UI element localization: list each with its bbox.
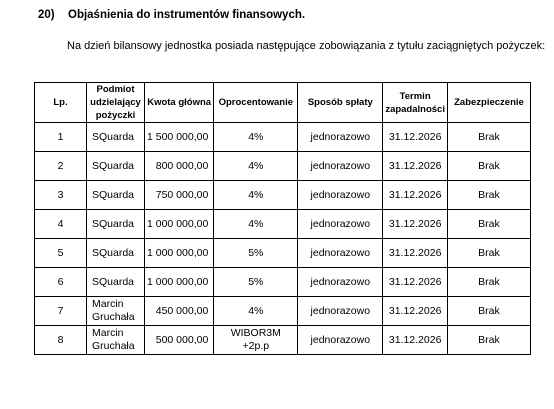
header-amount: Kwota główna bbox=[145, 83, 214, 123]
cell-lender: Marcin Gruchała bbox=[87, 297, 145, 326]
cell-security: Brak bbox=[447, 297, 530, 326]
cell-amount: 1 000 000,00 bbox=[145, 239, 214, 268]
table-header-row bbox=[35, 83, 531, 123]
cell-lp: 5 bbox=[35, 239, 87, 268]
table-row bbox=[35, 152, 531, 181]
table-row bbox=[35, 239, 531, 268]
cell-amount: 1 000 000,00 bbox=[145, 268, 214, 297]
cell-maturity: 31.12.2026 bbox=[383, 181, 448, 210]
cell-amount: 750 000,00 bbox=[145, 181, 214, 210]
cell-security: Brak bbox=[447, 123, 530, 152]
cell-repayment: jednorazowo bbox=[298, 210, 383, 239]
cell-lp: 8 bbox=[35, 326, 87, 355]
cell-lender: SQuarda bbox=[87, 210, 145, 239]
cell-maturity: 31.12.2026 bbox=[383, 239, 448, 268]
cell-interest: 5% bbox=[214, 239, 298, 268]
section-title: Objaśnienia do instrumentów finansowych. bbox=[68, 9, 306, 21]
table-row bbox=[35, 268, 531, 297]
header-security: Zabezpieczenie bbox=[447, 83, 530, 123]
cell-lp: 6 bbox=[35, 268, 87, 297]
cell-repayment: jednorazowo bbox=[298, 181, 383, 210]
cell-repayment: jednorazowo bbox=[298, 152, 383, 181]
cell-lp: 2 bbox=[35, 152, 87, 181]
cell-repayment: jednorazowo bbox=[298, 297, 383, 326]
cell-repayment: jednorazowo bbox=[298, 239, 383, 268]
cell-security: Brak bbox=[447, 268, 530, 297]
cell-lender: SQuarda bbox=[87, 123, 145, 152]
cell-security: Brak bbox=[447, 210, 530, 239]
cell-interest: 4% bbox=[214, 123, 298, 152]
cell-lender: SQuarda bbox=[87, 181, 145, 210]
cell-security: Brak bbox=[447, 152, 530, 181]
cell-lp: 4 bbox=[35, 210, 87, 239]
cell-amount: 1 500 000,00 bbox=[145, 123, 214, 152]
header-lender: Podmiot udzielający pożyczki bbox=[87, 83, 145, 123]
cell-amount: 1 000 000,00 bbox=[145, 210, 214, 239]
table-row bbox=[35, 297, 531, 326]
cell-interest: 4% bbox=[214, 297, 298, 326]
cell-maturity: 31.12.2026 bbox=[383, 123, 448, 152]
cell-lender: SQuarda bbox=[87, 152, 145, 181]
cell-interest: 4% bbox=[214, 210, 298, 239]
cell-maturity: 31.12.2026 bbox=[383, 297, 448, 326]
intro-paragraph: Na dzień bilansowy jednostka posiada następujące zobowiązania z tytułu zaciągniętych pożyczek: bbox=[67, 40, 546, 52]
cell-repayment: jednorazowo bbox=[298, 326, 383, 355]
loans-table bbox=[34, 82, 531, 355]
cell-lender: SQuarda bbox=[87, 268, 145, 297]
table-row bbox=[35, 123, 531, 152]
cell-interest: 5% bbox=[214, 268, 298, 297]
cell-security: Brak bbox=[447, 239, 530, 268]
cell-maturity: 31.12.2026 bbox=[383, 268, 448, 297]
cell-lp: 7 bbox=[35, 297, 87, 326]
table-row bbox=[35, 326, 531, 355]
cell-security: Brak bbox=[447, 326, 530, 355]
cell-amount: 800 000,00 bbox=[145, 152, 214, 181]
cell-amount: 450 000,00 bbox=[145, 297, 214, 326]
cell-interest: 4% bbox=[214, 152, 298, 181]
table-row bbox=[35, 181, 531, 210]
cell-amount: 500 000,00 bbox=[145, 326, 214, 355]
cell-lender: Marcin Gruchała bbox=[87, 326, 145, 355]
cell-interest: WIBOR3M +2p.p bbox=[214, 326, 298, 355]
cell-repayment: jednorazowo bbox=[298, 268, 383, 297]
section-heading bbox=[38, 9, 305, 21]
header-repayment: Sposób spłaty bbox=[298, 83, 383, 123]
header-maturity: Termin zapadalności bbox=[383, 83, 448, 123]
cell-lender: SQuarda bbox=[87, 239, 145, 268]
cell-lp: 1 bbox=[35, 123, 87, 152]
cell-maturity: 31.12.2026 bbox=[383, 152, 448, 181]
header-interest: Oprocentowanie bbox=[214, 83, 298, 123]
cell-repayment: jednorazowo bbox=[298, 123, 383, 152]
cell-maturity: 31.12.2026 bbox=[383, 210, 448, 239]
table-row bbox=[35, 210, 531, 239]
header-lp: Lp. bbox=[35, 83, 87, 123]
section-number: 20) bbox=[38, 9, 55, 21]
cell-lp: 3 bbox=[35, 181, 87, 210]
cell-security: Brak bbox=[447, 181, 530, 210]
cell-interest: 4% bbox=[214, 181, 298, 210]
cell-maturity: 31.12.2026 bbox=[383, 326, 448, 355]
